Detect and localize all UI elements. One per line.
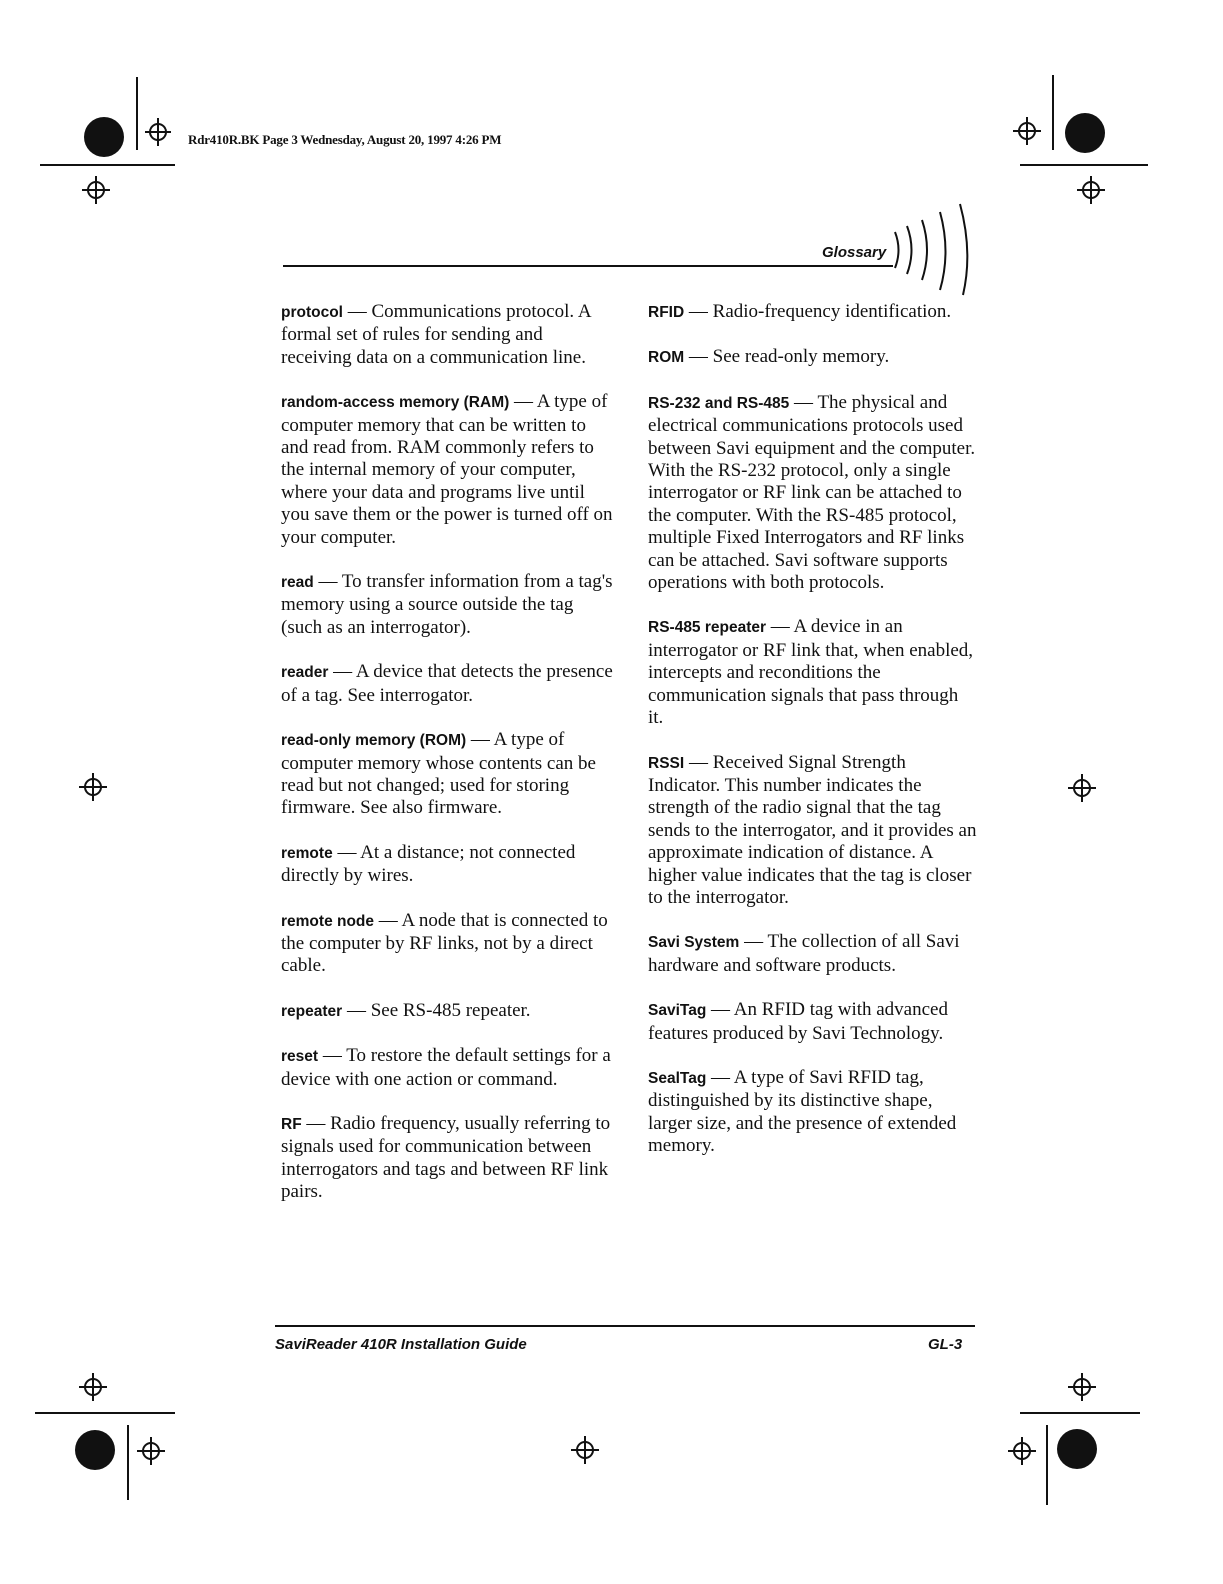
glossary-entry	[281, 301, 616, 369]
glossary-term: remote	[281, 844, 333, 862]
glossary-definition: — To transfer information from a tag's memory using a source outside the tag (such as an interrogator).	[281, 571, 613, 638]
glossary-definition: — See RS-485 repeater.	[342, 999, 531, 1021]
page-header-title: Glossary	[822, 244, 887, 261]
glossary-term: repeater	[281, 1002, 343, 1020]
glossary-entry	[648, 999, 978, 1045]
glossary-entry	[648, 392, 978, 595]
glossary-term: RS-485 repeater	[648, 619, 767, 637]
glossary-entry	[281, 1000, 616, 1023]
glossary-term: RSSI	[648, 754, 685, 772]
glossary-definition: — Communications protocol. A formal set of rules for sending and receiving data on a communication line.	[281, 301, 591, 368]
glossary-entry	[281, 571, 616, 639]
left-column	[281, 301, 616, 1226]
print-slug: Rdr410R.BK Page 3 Wednesday, August 20, 1997 4:26 PM	[188, 132, 502, 147]
glossary-definition: — A node that is connected to the computer by RF links, not by a direct cable.	[281, 909, 608, 977]
glossary-term: reset	[281, 1048, 319, 1066]
glossary-entry	[648, 931, 978, 977]
glossary-term: RF	[281, 1115, 302, 1133]
glossary-definition: — A type of Savi RFID tag, distinguished by its distinctive shape, larger size, and the presence of extended memory.	[648, 1066, 957, 1157]
glossary-definition: — An RFID tag with advanced features produced by Savi Technology.	[648, 999, 948, 1044]
glossary-definition: — A device in an interrogator or RF link that, when enabled, intercepts and reconditions the communication signals that pass through it.	[648, 616, 974, 729]
glossary-term: random-access memory (RAM)	[281, 394, 510, 412]
glossary-entry	[648, 752, 978, 910]
glossary-term: Savi System	[648, 934, 740, 952]
glossary-definition: — A type of computer memory that can be written to and read from. RAM commonly refers to the internal memory of your computer, where your data and programs live until you save them or the power is turned off on your computer.	[281, 391, 613, 548]
glossary-definition: — At a distance; not connected directly by wires.	[281, 841, 576, 887]
header-arcs-icon	[895, 204, 967, 295]
glossary-entry	[281, 842, 616, 888]
header-rule	[283, 265, 893, 267]
glossary-term: read-only memory (ROM)	[281, 732, 467, 750]
glossary-entry	[281, 391, 616, 549]
glossary-entry	[281, 1113, 616, 1204]
glossary-definition: — Radio-frequency identification.	[684, 301, 952, 322]
glossary-term: read	[281, 574, 314, 592]
glossary-entry	[281, 1045, 616, 1091]
glossary-entry	[281, 729, 616, 820]
glossary-term: SealTag	[648, 1069, 707, 1087]
glossary-definition: — The physical and electrical communications protocols used between Savi equipment and the computer. With the RS-232 protocol, only a single interrogator or RF link can be attached to the computer. With the RS-485 protocol, multiple Fixed Interrogators and RF links can be attached. Savi software supports operations with both protocols.	[648, 391, 976, 594]
glossary-definition: — To restore the default settings for a device with one action or command.	[281, 1045, 611, 1090]
glossary-entry	[648, 616, 978, 729]
glossary-term: SaviTag	[648, 1002, 707, 1020]
glossary-entry	[281, 661, 616, 707]
glossary-definition: — Radio frequency, usually referring to signals used for communication between interrogators and tags and between RF link pairs.	[281, 1112, 611, 1203]
footer-guide-title: SaviReader 410R Installation Guide	[275, 1336, 527, 1353]
glossary-definition: — A type of computer memory whose contents can be read but not changed; used for storing firmware. See also firmware.	[281, 729, 596, 819]
glossary-entry	[648, 301, 978, 324]
glossary-term: ROM	[648, 349, 685, 367]
glossary-term: remote node	[281, 912, 375, 930]
glossary-entry	[281, 910, 616, 978]
glossary-definition: — A device that detects the presence of a tag. See interrogator.	[281, 661, 613, 706]
page-number: GL-3	[928, 1336, 963, 1353]
glossary-term: protocol	[281, 304, 343, 321]
glossary-definition: — Received Signal Strength Indicator. This number indicates the strength of the radio signal that the tag sends to the interrogator, and it provides an approximate indication of distance. A higher value indicates that the tag is closer to the interrogator.	[648, 751, 977, 908]
glossary-definition: — The collection of all Savi hardware and software products.	[648, 931, 960, 976]
glossary-entry	[648, 1067, 978, 1158]
glossary-entry	[648, 346, 978, 369]
footer-rule	[275, 1325, 975, 1327]
glossary-definition: — See read-only memory.	[684, 346, 890, 368]
right-column	[648, 301, 978, 1180]
glossary-term: RFID	[648, 304, 685, 321]
glossary-term: RS-232 and RS-485	[648, 394, 790, 412]
glossary-term: reader	[281, 664, 329, 682]
